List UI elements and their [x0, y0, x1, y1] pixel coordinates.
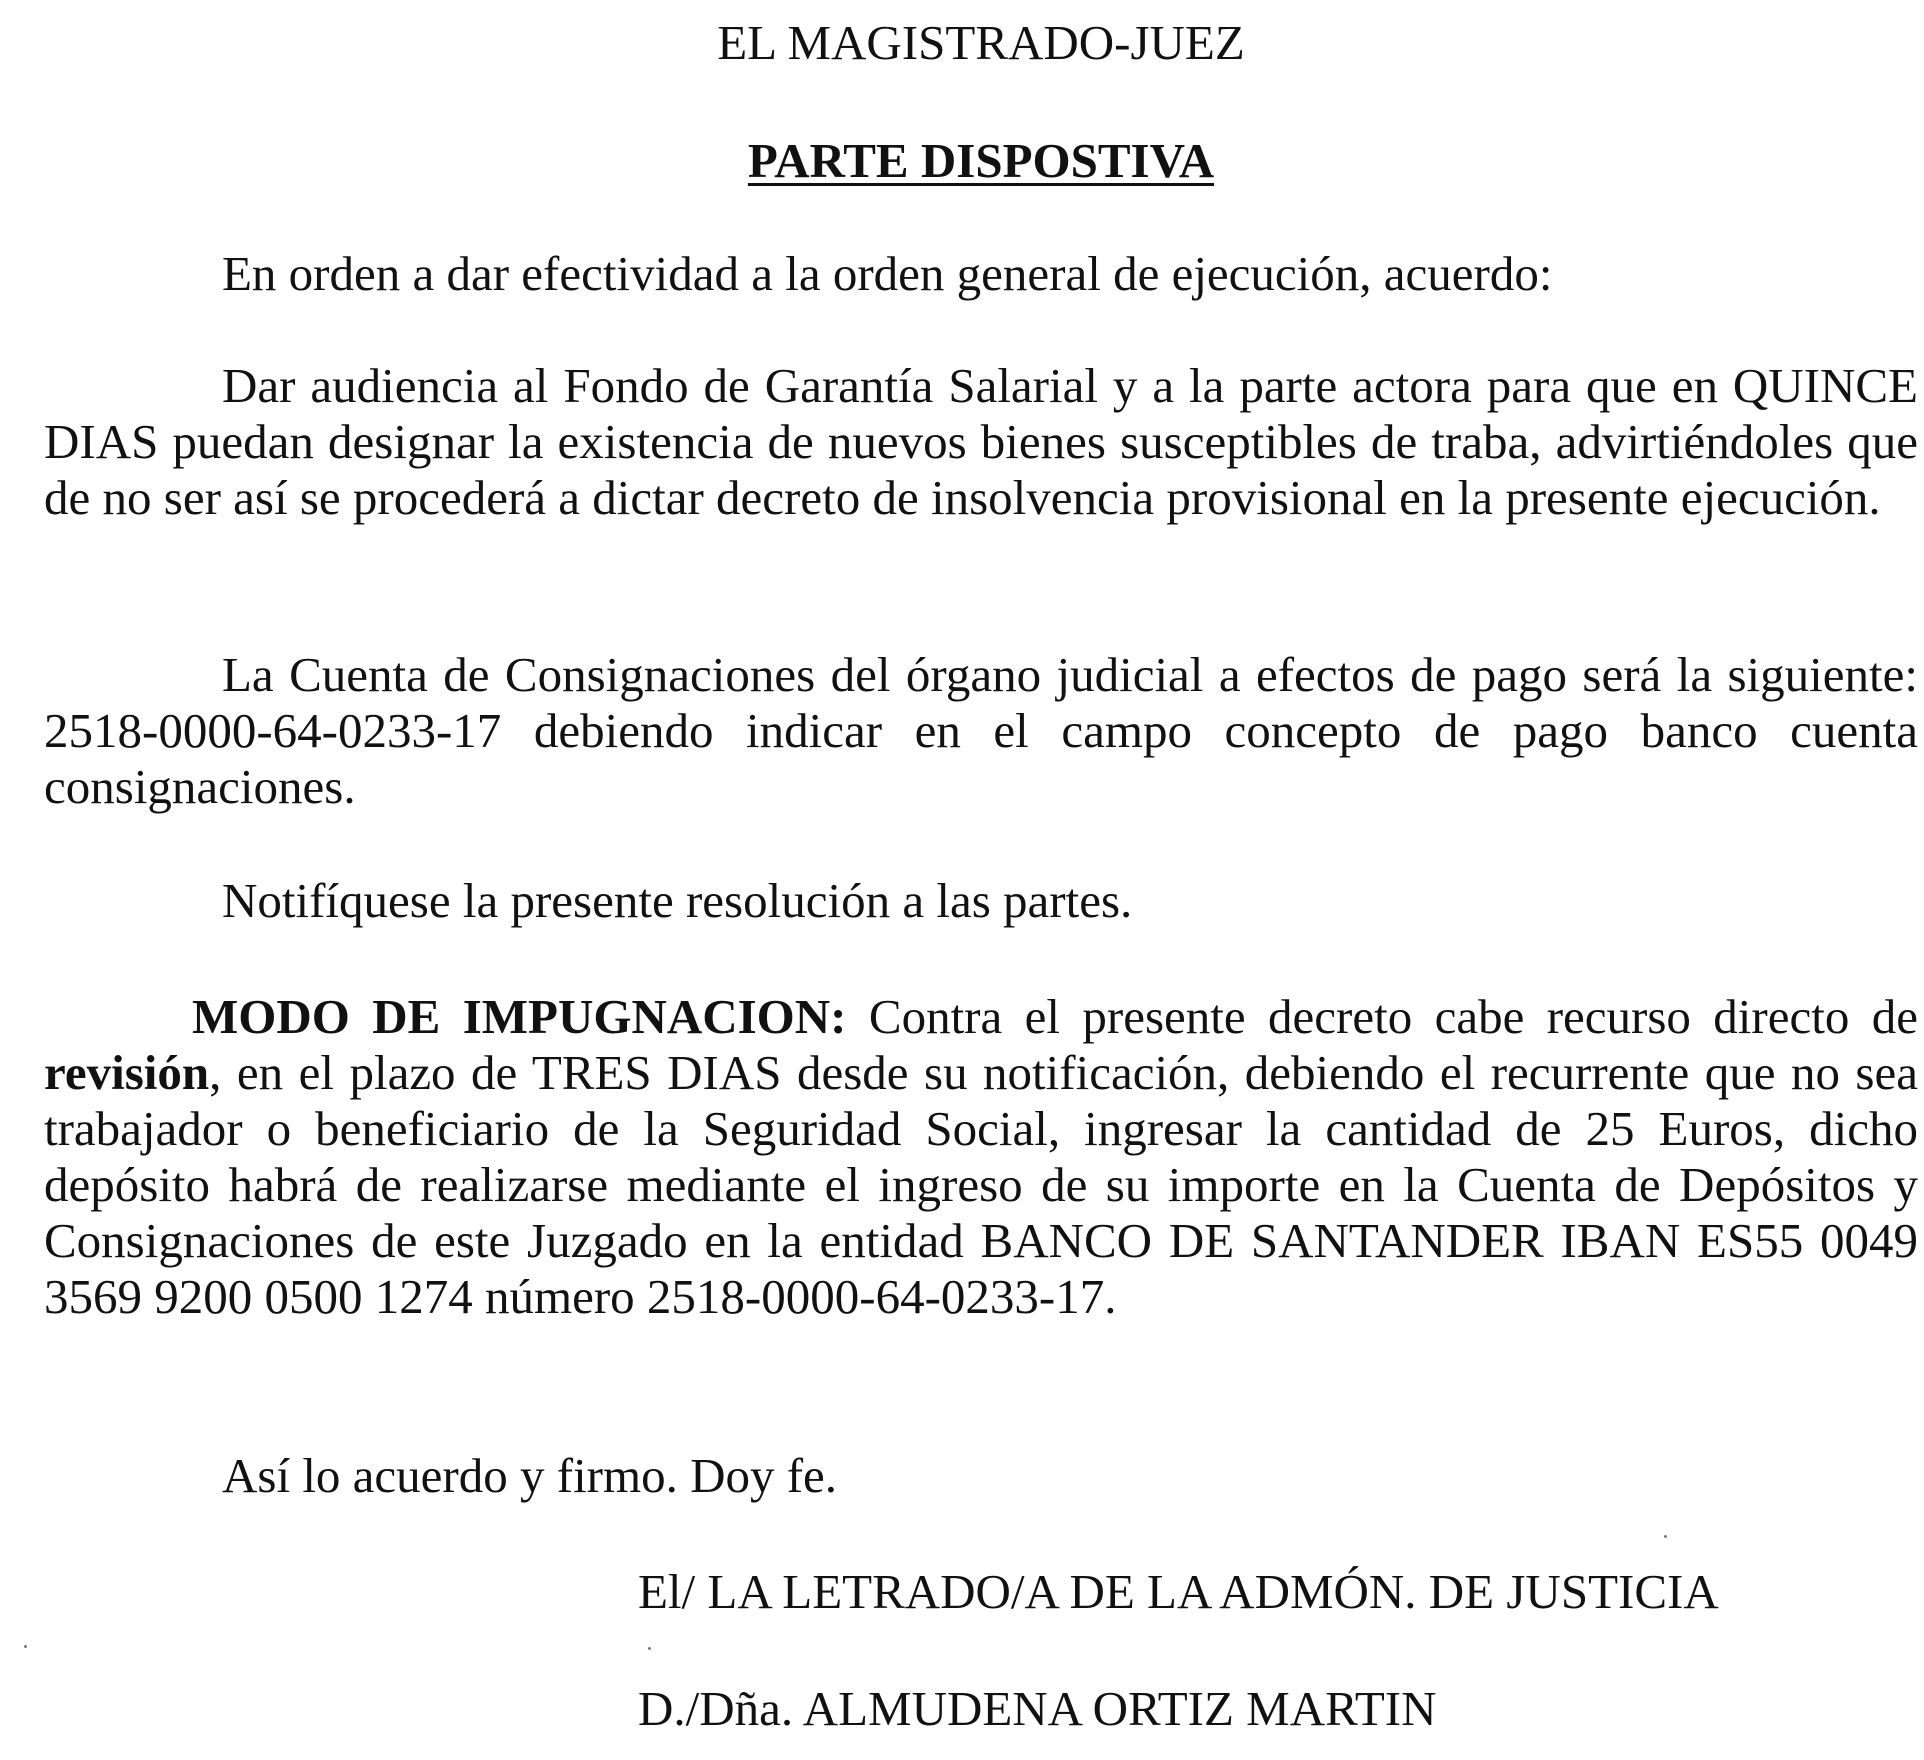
document-page	[44, 0, 1918, 1760]
paragraph-audiencia: Dar audiencia al Fondo de Garantía Salarial y a la parte actora para que en QUINCE DIAS puedan designar la existencia de nuevos bienes susceptibles de traba, advirtiéndoles que de no ser así se procederá a dictar decreto de insolvencia provisional en la presente ejecución.	[44, 358, 1918, 525]
signatory-name: D./Dña. ALMUDENA ORTIZ MARTIN	[638, 1681, 1437, 1736]
scan-speck	[648, 1647, 651, 1650]
paragraph-impugnacion	[44, 989, 1918, 1325]
impugnacion-text-a: Contra el presente decreto cabe recurso directo de	[846, 989, 1918, 1044]
scan-speck	[24, 1645, 27, 1648]
closing-statement: Así lo acuerdo y firmo. Doy fe.	[222, 1448, 838, 1503]
paragraph-notificacion: Notifíquese la presente resolución a las partes.	[222, 873, 1133, 928]
paragraph-cuenta: La Cuenta de Consignaciones del órgano judicial a efectos de pago será la siguiente: 2518-0000-64-0233-17 debiendo indicar en el campo concepto de pago banco cuenta consignaciones.	[44, 647, 1918, 814]
impugnacion-bold-word: revisión	[44, 1045, 210, 1100]
impugnacion-text-b: , en el plazo de TRES DIAS desde su notificación, debiendo el recurrente que no sea trabajador o beneficiario de la Seguridad Social, ingresar la cantidad de 25 Euros, dicho depósito habrá de realizarse mediante el ingreso de su importe en la Cuenta de Depósitos y Consignaciones de este Juzgado en la entidad BANCO DE SANTANDER IBAN ES55 0049 3569 9200 0500 1274 número 2518-0000-64-0233-17.	[44, 1045, 1918, 1324]
impugnacion-label: MODO DE IMPUGNACION:	[192, 989, 847, 1044]
paragraph-order: En orden a dar efectividad a la orden general de ejecución, acuerdo:	[222, 246, 1553, 301]
section-heading: PARTE DISPOSTIVA	[747, 133, 1215, 188]
magistrate-title: EL MAGISTRADO-JUEZ	[717, 15, 1245, 70]
scan-speck	[1664, 1535, 1667, 1538]
signatory-title: El/ LA LETRADO/A DE LA ADMÓN. DE JUSTICIA	[638, 1564, 1719, 1619]
